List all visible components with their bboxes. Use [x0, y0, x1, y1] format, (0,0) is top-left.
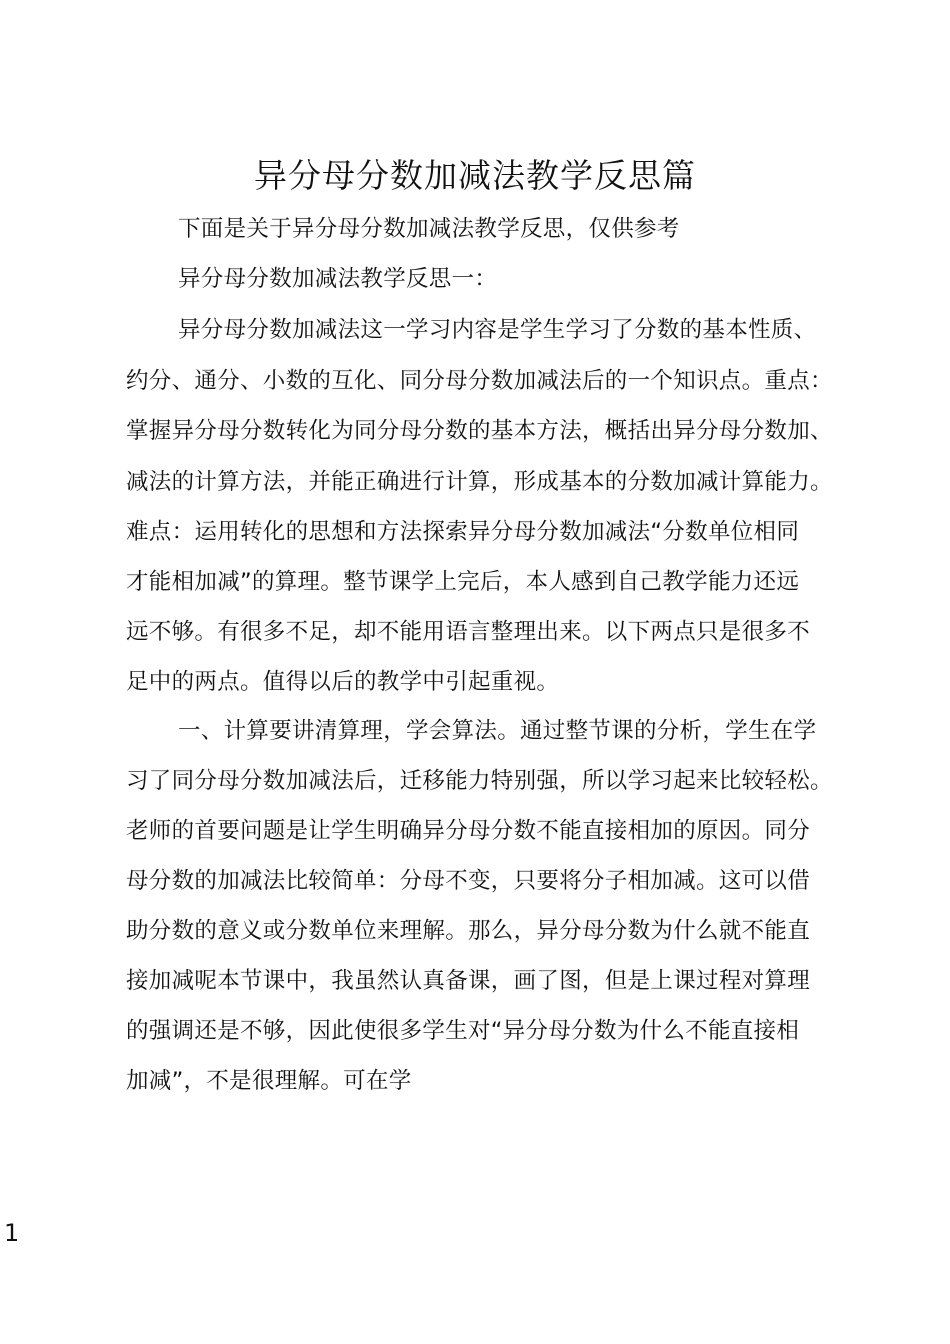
document-title: 异分母分数加减法教学反思篇	[254, 156, 696, 195]
text-line: 异分母分数加减法这一学习内容是学生学习了分数的基本性质、	[178, 317, 817, 343]
text-line: 才能相加减”的算理。整节课学上完后，本人感到自己教学能力还远	[126, 569, 800, 595]
text-line: 习了同分母分数加减法后，迁移能力特别强，所以学习起来比较轻松。	[126, 768, 833, 794]
page-number: 1	[4, 1219, 20, 1247]
text-line: 约分、通分、小数的互化、同分母分数加减法后的一个知识点。重点：	[126, 368, 833, 394]
text-line: 远不够。有很多不足，却不能用语言整理出来。以下两点只是很多不	[126, 619, 811, 645]
text-line: 减法的计算方法，并能正确进行计算，形成基本的分数加减计算能力。	[126, 469, 833, 495]
text-line: 接加减呢本节课中，我虽然认真备课，画了图，但是上课过程对算理	[126, 968, 811, 994]
text-line: 一、计算要讲清算理，学会算法。通过整节课的分析，学生在学	[178, 718, 817, 744]
text-line-section-heading: 异分母分数加减法教学反思一：	[178, 266, 498, 292]
text-line: 加减”，不是很理解。可在学	[126, 1068, 412, 1094]
text-line: 母分数的加减法比较简单：分母不变，只要将分子相加减。这可以借	[126, 868, 811, 894]
text-line: 掌握异分母分数转化为同分母分数的基本方法，概括出异分母分数加、	[126, 418, 833, 444]
text-line: 老师的首要问题是让学生明确异分母分数不能直接相加的原因。同分	[126, 818, 811, 844]
text-line: 助分数的意义或分数单位来理解。那么，异分母分数为什么就不能直	[126, 918, 811, 944]
text-line: 足中的两点。值得以后的教学中引起重视。	[126, 669, 560, 695]
text-line: 难点：运用转化的思想和方法探索异分母分数加减法“分数单位相同	[126, 519, 800, 545]
text-line-intro: 下面是关于异分母分数加减法教学反思，仅供参考	[178, 216, 680, 242]
text-line: 的强调还是不够，因此使很多学生对“异分母分数为什么不能直接相	[126, 1018, 800, 1044]
